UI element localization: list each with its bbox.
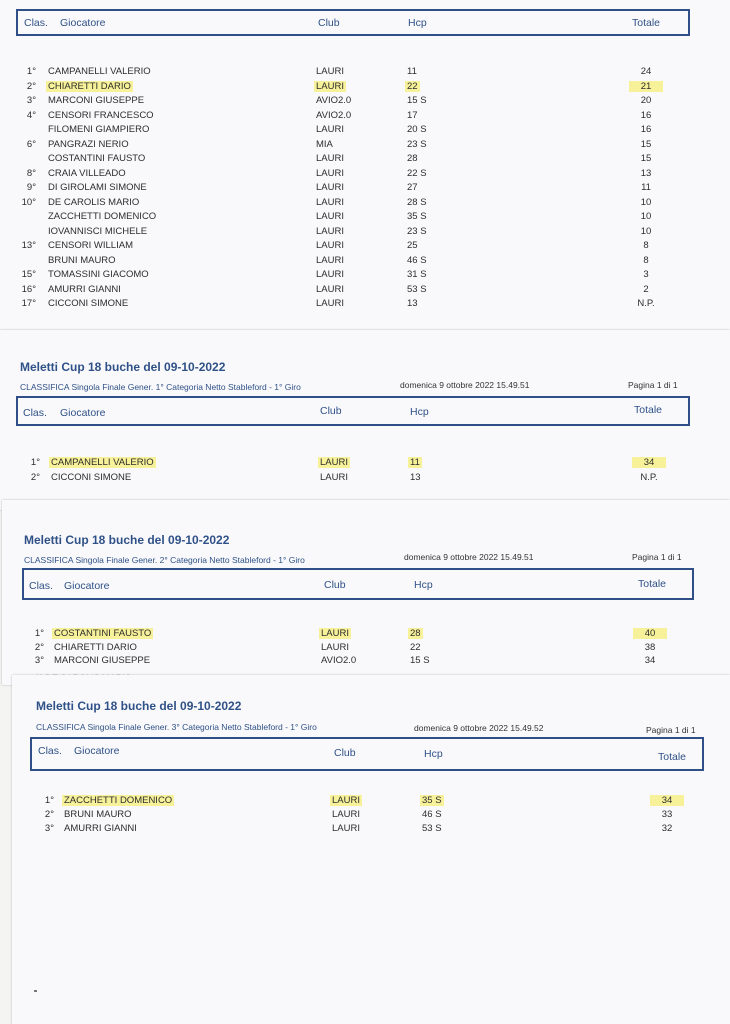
table-row <box>0 197 700 211</box>
sheet-subtitle: CLASSIFICA Singola Finale Gener. 3° Categoria Netto Stableford - 1° Giro <box>36 722 317 732</box>
col-giocatore: Giocatore <box>60 17 106 29</box>
row-total: 34 <box>632 457 666 468</box>
row-player-name: CAMPANELLI VALERIO <box>48 66 151 77</box>
row-hcp: 28 S <box>407 196 427 208</box>
row-rank: 2° <box>26 80 36 92</box>
col-totale: Totale <box>634 404 663 416</box>
row-club: LAURI <box>316 196 344 208</box>
col-hcp: Hcp <box>424 748 443 760</box>
row-player-name: CICCONI SIMONE <box>51 471 132 483</box>
col-totale: Totale <box>632 17 661 29</box>
row-player-name: MARCONI GIUSEPPE <box>54 655 151 666</box>
row-hcp: 13 <box>410 471 421 483</box>
row-hcp: 15 S <box>407 95 427 106</box>
row-total: 16 <box>640 124 652 135</box>
row-club: MIA <box>316 138 333 150</box>
row-hcp: 53 S <box>422 823 442 834</box>
row-club: LAURI <box>316 211 344 222</box>
table-row <box>0 211 700 225</box>
col-clas: Clas. <box>38 745 62 757</box>
sheet-subtitle: CLASSIFICA Singola Finale Gener. 2° Categoria Netto Stableford - 1° Giro <box>24 555 305 565</box>
top-sheet <box>0 0 730 340</box>
table-row <box>0 255 700 269</box>
row-club: LAURI <box>316 254 344 266</box>
table-row <box>0 269 700 283</box>
col-hcp: Hcp <box>408 17 427 29</box>
row-hcp: 46 S <box>422 809 442 820</box>
table-row <box>2 642 702 656</box>
row-total: 34 <box>644 655 656 666</box>
row-rank: 9° <box>26 182 36 193</box>
row-hcp: 22 <box>407 80 418 92</box>
sheet-date: domenica 9 ottobre 2022 15.49.51 <box>404 552 534 562</box>
row-hcp: 35 S <box>407 211 427 222</box>
row-player-name: CRAIA VILLEADO <box>48 167 126 179</box>
row-hcp: 20 S <box>407 124 427 135</box>
row-total: 2 <box>643 283 649 295</box>
row-player-name: DI GIROLAMI SIMONE <box>48 182 147 193</box>
table-row <box>0 284 700 298</box>
row-club: LAURI <box>316 182 344 193</box>
col-clas: Clas. <box>23 407 47 419</box>
row-total: N.P. <box>637 298 655 309</box>
row-player-name: ZACCHETTI DOMENICO <box>64 795 173 806</box>
row-player-name: BRUNI MAURO <box>48 254 116 266</box>
table-row <box>0 66 700 80</box>
row-player-name: CAMPANELLI VALERIO <box>51 457 154 468</box>
row-rank: 13° <box>21 240 36 251</box>
row-club: LAURI <box>316 283 344 295</box>
sheet-cat2 <box>2 500 730 685</box>
scan-mark <box>34 990 37 992</box>
row-hcp: 17 <box>407 109 418 121</box>
row-player-name: CHIARETTI DARIO <box>54 641 137 653</box>
row-total: 10 <box>640 225 652 237</box>
table-row <box>0 124 700 138</box>
sheet-date: domenica 9 ottobre 2022 15.49.52 <box>414 723 544 733</box>
row-total: 34 <box>650 795 684 806</box>
row-club: LAURI <box>316 298 344 309</box>
sheet-header-box <box>30 737 704 771</box>
sheet-page: Pagina 1 di 1 <box>632 552 682 562</box>
sheet-title: Meletti Cup 18 buche del 09-10-2022 <box>20 360 226 374</box>
row-total: N.P. <box>640 471 658 483</box>
row-club: LAURI <box>316 240 344 251</box>
row-player-name: AMURRI GIANNI <box>48 283 121 295</box>
row-rank: 4° <box>26 109 36 121</box>
row-total: 15 <box>640 138 652 150</box>
row-player-name: BRUNI MAURO <box>64 809 132 820</box>
col-giocatore: Giocatore <box>64 580 110 592</box>
row-total: 32 <box>661 823 673 834</box>
row-hcp: 23 S <box>407 225 427 237</box>
col-club: Club <box>334 747 356 759</box>
row-total: 11 <box>641 182 651 193</box>
table-row <box>0 139 700 153</box>
row-hcp: 23 S <box>407 138 427 150</box>
row-hcp: 28 <box>407 153 418 164</box>
row-player-name: PANGRAZI NERIO <box>48 138 129 150</box>
row-club: LAURI <box>316 269 344 280</box>
row-player-name: CHIARETTI DARIO <box>48 80 131 92</box>
row-total: 10 <box>640 196 652 208</box>
row-player-name: IOVANNISCI MICHELE <box>48 225 148 237</box>
row-club: LAURI <box>316 80 344 92</box>
row-rank: 3° <box>44 823 54 834</box>
col-giocatore: Giocatore <box>60 407 106 419</box>
row-rank: 15° <box>21 269 36 280</box>
row-hcp: 27 <box>407 182 418 193</box>
row-player-name: CENSORI WILLIAM <box>48 240 133 251</box>
row-club: AVIO2.0 <box>316 109 352 121</box>
row-total: 16 <box>640 109 652 121</box>
row-total: 8 <box>643 254 649 266</box>
row-club: LAURI <box>316 167 344 179</box>
row-total: 21 <box>629 81 663 92</box>
table-row <box>12 823 712 837</box>
sheet-header-box <box>16 396 690 426</box>
table-row <box>0 240 700 254</box>
table-row <box>0 168 700 182</box>
sheet-cat3 <box>12 675 730 1024</box>
row-club: AVIO2.0 <box>316 95 352 106</box>
row-club: LAURI <box>316 153 344 164</box>
row-rank: 1° <box>34 628 44 639</box>
row-club: LAURI <box>321 641 349 653</box>
col-club: Club <box>318 17 340 29</box>
row-hcp: 22 <box>410 641 421 653</box>
row-club: LAURI <box>316 225 344 237</box>
row-player-name: FILOMENI GIAMPIERO <box>48 124 150 135</box>
row-rank: 2° <box>44 809 54 820</box>
row-total: 13 <box>640 167 652 179</box>
table-row <box>0 457 700 471</box>
row-club: LAURI <box>316 66 344 77</box>
row-player-name: TOMASSINI GIACOMO <box>48 269 149 280</box>
row-rank: 1° <box>30 457 40 468</box>
row-total: 33 <box>661 809 673 820</box>
sheet-subtitle: CLASSIFICA Singola Finale Gener. 1° Categoria Netto Stableford - 1° Giro <box>20 382 301 392</box>
sheet-header-box <box>22 568 694 600</box>
row-hcp: 46 S <box>407 254 427 266</box>
table-row <box>2 655 702 669</box>
row-player-name: COSTANTINI FAUSTO <box>48 153 146 164</box>
row-hcp: 53 S <box>407 283 427 295</box>
row-hcp: 31 S <box>407 269 427 280</box>
col-clas: Clas. <box>24 17 48 29</box>
row-rank: 3° <box>34 655 44 666</box>
row-rank: 1° <box>26 66 36 77</box>
col-club: Club <box>320 405 342 417</box>
col-club: Club <box>324 579 346 591</box>
row-player-name: AMURRI GIANNI <box>64 823 137 834</box>
row-hcp: 25 <box>407 240 418 251</box>
row-rank: 2° <box>30 471 40 483</box>
table-row <box>0 298 700 312</box>
row-club: LAURI <box>321 628 349 639</box>
sheet-title: Meletti Cup 18 buche del 09-10-2022 <box>24 533 230 547</box>
row-total: 20 <box>640 95 652 106</box>
row-rank: 1° <box>44 795 54 806</box>
row-rank: 2° <box>34 641 44 653</box>
table-row <box>2 628 702 642</box>
col-hcp: Hcp <box>414 579 433 591</box>
sheet-title: Meletti Cup 18 buche del 09-10-2022 <box>36 699 242 713</box>
sheet-page: Pagina 1 di 1 <box>628 380 678 390</box>
sheet-cat1 <box>0 330 730 510</box>
row-total: 10 <box>640 211 652 222</box>
row-rank: 16° <box>21 283 36 295</box>
table-row <box>12 809 712 823</box>
row-player-name: COSTANTINI FAUSTO <box>54 628 152 639</box>
row-hcp: 15 S <box>410 655 430 666</box>
table-row <box>0 81 700 95</box>
row-club: AVIO2.0 <box>321 655 357 666</box>
row-hcp: 11 <box>410 457 420 468</box>
table-row <box>0 110 700 124</box>
col-giocatore: Giocatore <box>74 745 120 757</box>
table-row <box>0 153 700 167</box>
row-club: LAURI <box>332 823 360 834</box>
table-row <box>0 95 700 109</box>
sheet-date: domenica 9 ottobre 2022 15.49.51 <box>400 380 530 390</box>
row-total: 8 <box>643 240 649 251</box>
row-hcp: 22 S <box>407 167 427 179</box>
row-club: LAURI <box>332 809 360 820</box>
col-totale: Totale <box>638 578 667 590</box>
row-club: LAURI <box>316 124 344 135</box>
table-row <box>0 182 700 196</box>
row-hcp: 35 S <box>422 795 442 806</box>
row-rank: 17° <box>21 298 36 309</box>
row-rank: 10° <box>21 196 36 208</box>
row-hcp: 28 <box>410 628 421 639</box>
row-player-name: ZACCHETTI DOMENICO <box>48 211 157 222</box>
row-player-name: MARCONI GIUSEPPE <box>48 95 145 106</box>
table-row <box>0 226 700 240</box>
row-club: LAURI <box>320 471 348 483</box>
table-row <box>0 472 700 486</box>
row-total: 38 <box>644 641 656 653</box>
row-total: 3 <box>643 269 649 280</box>
row-player-name: CICCONI SIMONE <box>48 298 129 309</box>
col-totale: Totale <box>658 751 687 763</box>
row-player-name: CENSORI FRANCESCO <box>48 109 154 121</box>
row-rank: 3° <box>26 95 36 106</box>
row-total: 40 <box>633 628 667 639</box>
row-hcp: 13 <box>407 298 418 309</box>
sheet-page: Pagina 1 di 1 <box>646 725 696 735</box>
top-sheet-header-box <box>16 9 690 36</box>
col-hcp: Hcp <box>410 406 429 418</box>
row-club: LAURI <box>332 795 360 806</box>
row-rank: 6° <box>26 138 36 150</box>
row-total: 24 <box>640 66 652 77</box>
col-clas: Clas. <box>29 580 53 592</box>
row-rank: 8° <box>26 167 36 179</box>
row-hcp: 11 <box>407 66 417 77</box>
row-player-name: DE CAROLIS MARIO <box>48 196 140 208</box>
row-club: LAURI <box>320 457 348 468</box>
table-row <box>12 795 712 809</box>
row-total: 15 <box>640 153 652 164</box>
